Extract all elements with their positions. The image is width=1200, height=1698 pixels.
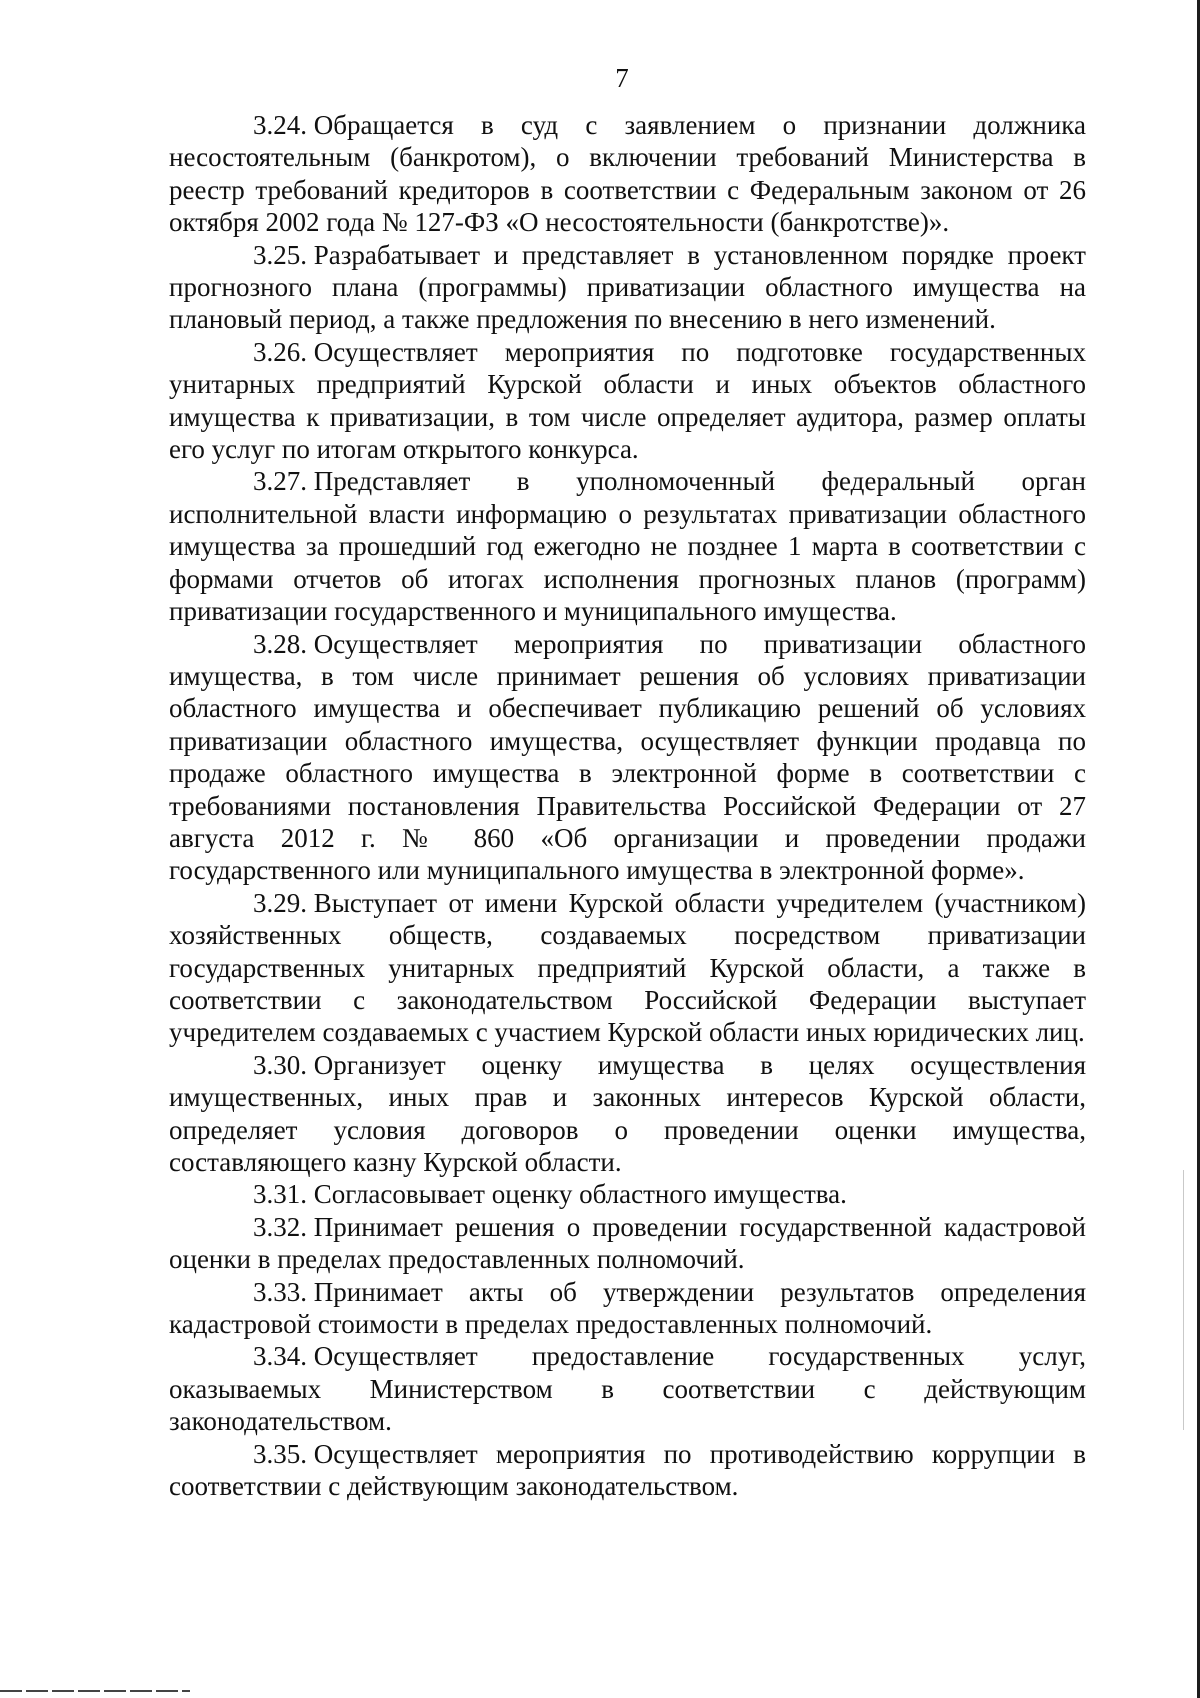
paragraph-number: 3.26.	[253, 336, 307, 367]
paragraph-3-26	[169, 336, 1086, 466]
paragraph-3-24	[169, 109, 1086, 239]
paragraph-number: 3.27.	[253, 466, 307, 497]
paragraph-number: 3.33.	[253, 1276, 307, 1307]
scan-edge-bottom	[0, 1690, 190, 1692]
paragraph-3-31	[169, 1178, 1086, 1210]
paragraph-text: Выступает от имени Курской области учредителем (участником) хозяйственных обществ, создаваемых посредством приватизации государственных унитарных предприятий Курской области, а также в соответствии с законодательством Российской Федерации выступает учредителем создаваемых с участием Курской области иных юридических лиц.	[169, 887, 1086, 1048]
page-number: 7	[615, 63, 629, 93]
paragraph-3-27	[169, 465, 1086, 627]
paragraph-3-30	[169, 1049, 1086, 1179]
paragraph-number: 3.32.	[253, 1211, 307, 1242]
paragraph-text: Организует оценку имущества в целях осуществления имущественных, иных прав и законных интересов Курской области, определяет условия договоров о проведении оценки имущества, составляющего казну Курской области.	[169, 1049, 1086, 1177]
paragraph-3-33	[169, 1276, 1086, 1341]
paragraph-text: Осуществляет мероприятия по подготовке государственных унитарных предприятий Курской области и иных объектов областного имущества к приватизации, в том числе определяет аудитора, размер оплаты его услуг по итогам открытого конкурса.	[169, 336, 1086, 465]
paragraph-3-29	[169, 887, 1086, 1049]
paragraph-text: Представляет в уполномоченный федеральный орган исполнительной власти информацию о результатах приватизации областного имущества за прошедший год ежегодно не позднее 1 марта в соответствии с формами отчетов об итогах исполнения прогнозных планов (программ) приватизации государственного и муниципального имущества.	[169, 466, 1086, 627]
paragraph-text: Обращается в суд с заявлением о признании должника несостоятельным (банкротом), о включении требований Министерства в реестр требований кредиторов в соответствии с Федеральным законом от 26 октября 2002 года № 127-ФЗ «О несостоятельности (банкротстве)».	[169, 110, 1086, 238]
paragraph-text: Принимает акты об утверждении результатов определения кадастровой стоимости в пределах предоставленных полномочий.	[169, 1276, 1086, 1340]
scan-mark-right	[1183, 1170, 1184, 1430]
paragraph-3-25	[169, 239, 1086, 336]
paragraph-text: Осуществляет мероприятия по приватизации областного имущества, в том числе принимает решения об условиях приватизации областного имущества и обеспечивает публикацию решений об условиях приватизации областного имущества, осуществляет функции продавца по продаже областного имущества в электронной форме в соответствии с требованиями постановления Правительства Российской Федерации от 27 августа 2012 г. № 860 «Об организации и проведении продажи государственного или муниципального имущества в электронной форме».	[169, 628, 1086, 886]
paragraph-number: 3.30.	[253, 1049, 307, 1080]
paragraph-3-34	[169, 1340, 1086, 1437]
paragraph-number: 3.25.	[253, 239, 307, 270]
paragraph-number: 3.28.	[253, 628, 307, 659]
paragraph-3-32	[169, 1211, 1086, 1276]
paragraph-number: 3.29.	[253, 887, 307, 918]
paragraph-text: Осуществляет предоставление государственных услуг, оказываемых Министерством в соответствии с действующим законодательством.	[169, 1341, 1086, 1437]
paragraph-text: Согласовывает оценку областного имущества.	[313, 1179, 847, 1210]
paragraph-number: 3.34.	[253, 1341, 307, 1372]
paragraph-3-35	[169, 1438, 1086, 1503]
paragraph-number: 3.24.	[253, 110, 307, 140]
paragraph-number: 3.35.	[253, 1438, 307, 1469]
paragraph-text: Разрабатывает и представляет в установленном порядке проект прогнозного плана (программы) приватизации областного имущества на плановый период, а также предложения по внесению в него изменений.	[169, 239, 1086, 335]
document-body	[169, 109, 1086, 1502]
paragraph-text: Осуществляет мероприятия по противодействию коррупции в соответствии с действующим законодательством.	[169, 1438, 1086, 1502]
paragraph-number: 3.31.	[253, 1179, 307, 1210]
paragraph-3-28	[169, 628, 1086, 887]
paragraph-text: Принимает решения о проведении государственной кадастровой оценки в пределах предоставленных полномочий.	[169, 1211, 1086, 1275]
